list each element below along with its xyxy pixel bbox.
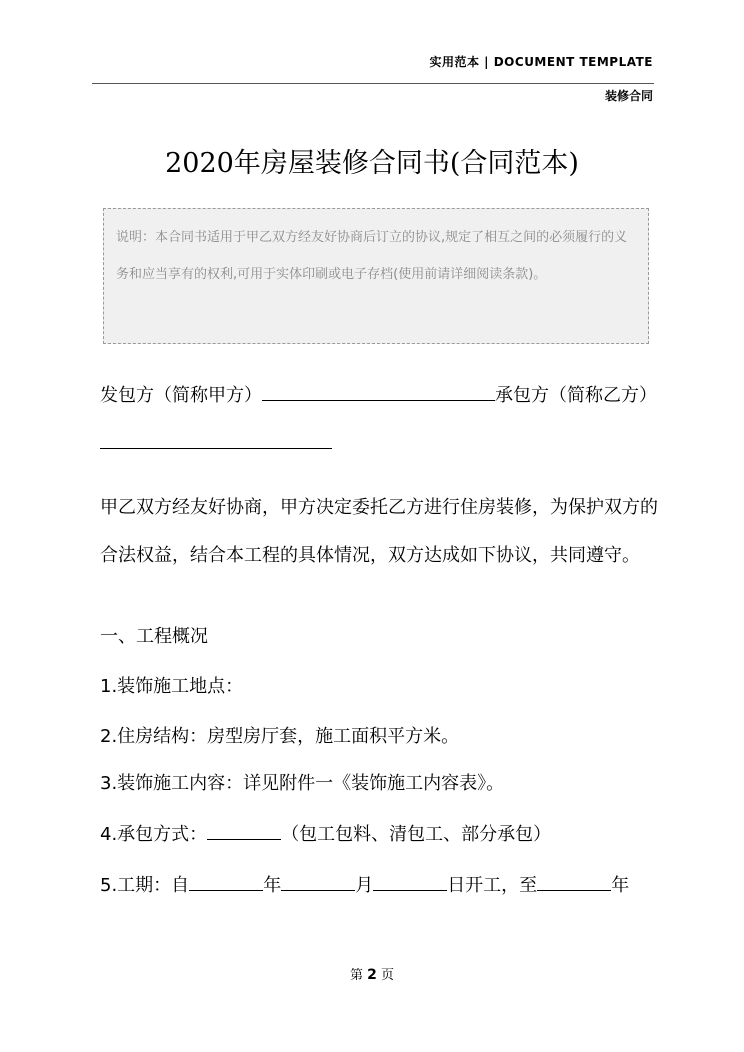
start-work-label: 日开工，至 xyxy=(447,875,538,896)
start-year-blank[interactable] xyxy=(189,874,263,891)
item-content: 3.装饰施工内容：详见附件一《装饰施工内容表》。 xyxy=(100,773,505,794)
page-prefix: 第 xyxy=(349,968,363,983)
schedule-label: 5.工期：自 xyxy=(100,875,190,896)
party-a-label: 发包方（简称甲方） xyxy=(100,385,262,406)
party-b-label: 承包方（简称乙方） xyxy=(495,385,657,406)
item-contract-method xyxy=(100,823,660,845)
header-brand: 实用范本 | DOCUMENT TEMPLATE xyxy=(429,55,653,69)
end-year-label: 年 xyxy=(611,875,630,896)
header-divider xyxy=(92,83,654,84)
party-b-line xyxy=(100,432,660,454)
page-number: 2 xyxy=(367,967,377,983)
item-structure: 2.住房结构：房型房厅套，施工面积平方米。 xyxy=(100,726,460,747)
note-box xyxy=(103,208,649,344)
contract-method-blank[interactable] xyxy=(207,823,281,840)
header-category: 装修合同 xyxy=(604,89,653,103)
document-title: 2020年房屋装修合同书(合同范本) xyxy=(165,148,579,179)
start-month-blank[interactable] xyxy=(281,874,355,891)
year-label: 年 xyxy=(263,875,282,896)
page-footer xyxy=(0,964,744,983)
end-year-blank[interactable] xyxy=(537,874,611,891)
parties-line xyxy=(100,384,660,406)
page-suffix: 页 xyxy=(381,968,395,983)
note-text: 说明：本合同书适用于甲乙双方经友好协商后订立的协议,规定了相互之间的必须履行的义务和应当享有的权利,可用于实体印刷或电子存档(使用前请详细阅读条款)。 xyxy=(116,230,628,282)
intro-paragraph: 甲乙双方经友好协商，甲方决定委托乙方进行住房装修，为保护双方的合法权益，结合本工程的具体情况，双方达成如下协议，共同遵守。 xyxy=(100,497,658,566)
item-schedule xyxy=(100,874,660,896)
contract-method-options: （包工包料、清包工、部分承包） xyxy=(281,824,552,845)
item-location: 1.装饰施工地点： xyxy=(100,676,244,697)
month-label: 月 xyxy=(355,875,374,896)
start-day-blank[interactable] xyxy=(373,874,447,891)
party-a-blank[interactable] xyxy=(262,384,495,401)
party-b-blank[interactable] xyxy=(100,432,332,449)
contract-method-label: 4.承包方式： xyxy=(100,824,208,845)
section-heading-overview: 一、工程概况 xyxy=(100,626,208,647)
